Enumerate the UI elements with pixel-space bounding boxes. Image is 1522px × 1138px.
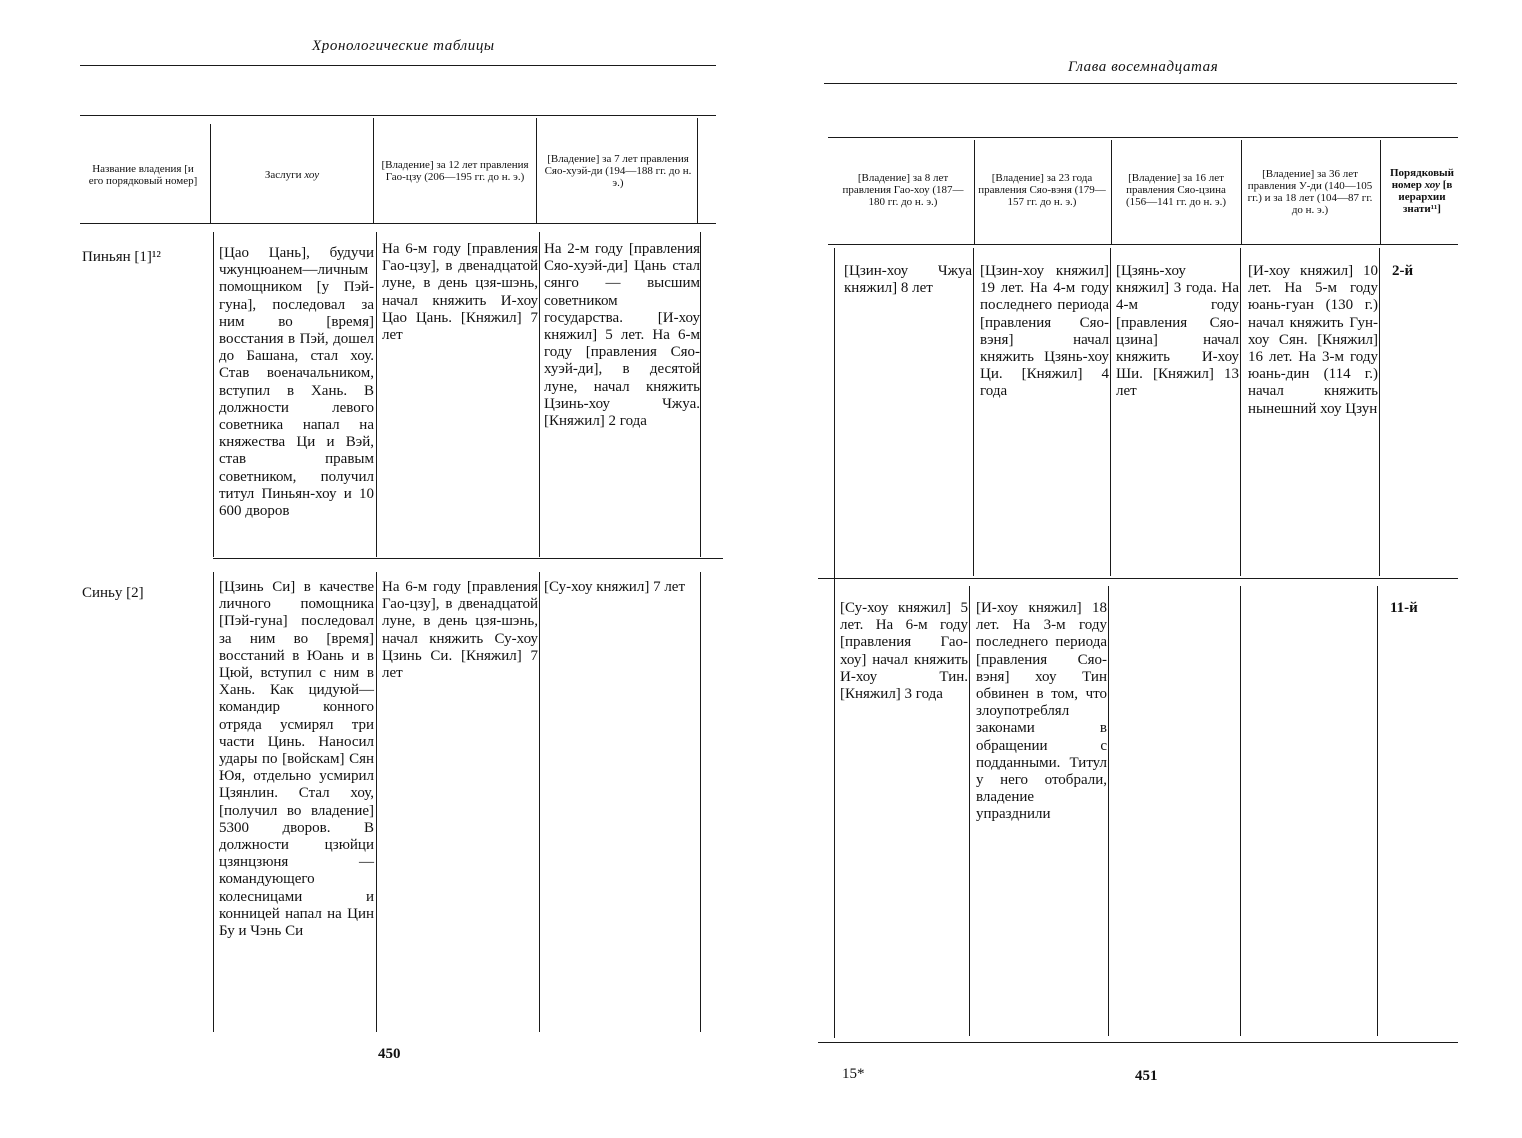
row-label-sinu: Синьу [2]: [82, 585, 144, 601]
left-page: [0, 0, 760, 1138]
header-cell-wudi: [Владение] за 36 лет правления У-ди (140—105 гг.) и за 18 лет (104—87 гг. до н. э.): [1247, 168, 1373, 216]
column-rule: [700, 572, 701, 1032]
header-cell-merits: [216, 132, 368, 218]
right-page: [760, 0, 1522, 1138]
cell-xiaowen-1: [Цзин-хоу княжил] 19 лет. На 4-м году последнего периода [правления Сяо-вэня] начал княжить Цзянь-хоу Ци. [Княжил] 4 года: [980, 263, 1109, 400]
header-divider: [1111, 140, 1112, 244]
cell-merits-2: [Цзинь Си] в качестве личного помощника [Пэй-гуна] последовал за ним во [время] восстаний в Юань и в Цюй, вступил с ним в Хань. Как цидуюй—командир конного отряда усмирял три части Цинь. Наносил удары по [войскам] Сян Юя, отдельно усмирил Цзянлин. Стал хоу, [получил во владение] 5300 дворов. В должности цзюйци цзянцзюня — командующего колесницами и конницей напал на Цин Бу и Чэнь Си: [219, 579, 374, 940]
header-divider: [373, 118, 374, 223]
header-merits-label: Заслуги хоу: [264, 169, 320, 181]
cell-merits-1: [Цао Цань], будучи чжунцюанем—личным помощником [у Пэй-гуна], последовал за ним во [время] восстания в Пэй, дошел до Башана, стал хоу. Став военачальником, вступил в Хань. В должности левого советника напал на княжества Ци и Вэй, став правым советником, получил титул Пиньян-хоу и 10 600 дворов: [219, 245, 374, 520]
cell-gaozu-1: На 6-м году [правления Гао-цзу], в двенадцатой луне, в день цзя-шэнь, начал княжить И-хоу Цао Цань. [Княжил] 7 лет: [382, 241, 538, 344]
head-rule: [824, 83, 1457, 84]
page-number-right: 451: [1135, 1068, 1158, 1084]
cell-wudi-1: [И-хоу княжил] 10 лет. На 5-м году юань-гуан (130 г.) начал княжить Гун-хоу Сян. [Княжил] 16 лет. На 3-м году юань-дин (114 г.) начал княжить нынешний хоу Цзун: [1248, 263, 1378, 417]
order-number-2: 11-й: [1390, 600, 1418, 616]
column-rule: [1110, 248, 1111, 576]
column-rule: [700, 232, 701, 557]
header-divider: [536, 118, 537, 223]
table-left-rule: [834, 248, 835, 1038]
cell-xiaohui-2: [Су-хоу княжил] 7 лет: [544, 579, 686, 595]
column-rule: [376, 232, 377, 557]
running-head-left: Хронологические таблицы: [312, 38, 495, 54]
cell-xiaojing-1: [Цзянь-хоу княжил] 3 года. На 4-м году [правления Сяо-цзина] начал княжить И-хоу Ши. [Княжил] 13 лет: [1116, 263, 1239, 400]
column-rule: [213, 232, 214, 557]
header-divider: [1380, 140, 1381, 244]
header-divider: [1241, 140, 1242, 244]
table-top-rule: [828, 137, 1458, 138]
table-top-rule: [80, 115, 716, 116]
column-rule: [1108, 586, 1109, 1036]
row-label-piniang: Пиньян [1]¹²: [82, 249, 161, 265]
column-rule: [973, 248, 974, 576]
running-head-right: Глава восемнадцатая: [1068, 59, 1219, 75]
cell-gaozu-2: На 6-м году [правления Гао-цзу], в двенадцатой луне, в день цзя-шэнь, начал княжить Су-хоу Цзинь Си. [Княжил] 7 лет: [382, 579, 538, 682]
header-cell-xiaojing: [Владение] за 16 лет правления Сяо-цзина (156—141 гг. до н. э.): [1125, 172, 1227, 208]
column-rule: [1379, 248, 1380, 576]
signature-mark: 15*: [842, 1066, 865, 1082]
cell-gaohou-1: [Цзин-хоу Чжуа княжил] 8 лет: [844, 263, 972, 297]
column-rule: [213, 572, 214, 1032]
column-rule: [1240, 248, 1241, 576]
head-rule: [80, 65, 716, 66]
row-divider: [818, 578, 1458, 579]
row-divider: [213, 558, 723, 559]
column-rule: [1240, 586, 1241, 1036]
header-divider: [974, 140, 975, 244]
header-divider: [697, 118, 698, 223]
column-rule: [969, 586, 970, 1036]
header-cell-gaohou: [Владение] за 8 лет правления Гао-хоу (187—180 гг. до н. э.): [842, 172, 964, 208]
cell-xiaowen-2: [И-хоу княжил] 18 лет. На 3-м году последнего периода [правления Сяо-вэня] хоу Тин обвинен в том, что злоупотреблял законами в обращении с подданными. Титул у него отобрали, владение упразднили: [976, 600, 1107, 823]
column-rule: [539, 572, 540, 1032]
cell-xiaohui-1: На 2-м году [правления Сяо-хуэй-ди] Цань стал сянго — высшим советником государства. [И-хоу княжил] 5 лет. На 6-м году [правления Сяо-хуэй-ди], в десятой луне, начал княжить Цзинь-хоу Чжуа. [Княжил] 2 года: [544, 241, 700, 430]
header-divider: [210, 124, 211, 224]
page-number-left: 450: [378, 1046, 401, 1062]
header-cell-xiaohui: [Владение] за 7 лет правления Сяо-хуэй-ди (194—188 гг. до н. э.): [544, 153, 692, 189]
header-bottom-rule: [80, 223, 716, 224]
column-rule: [539, 232, 540, 557]
header-cell-name: Название владения [и его порядковый номер]: [88, 163, 198, 187]
header-bottom-rule: [828, 244, 1458, 245]
cell-gaohou-2: [Су-хоу княжил] 5 лет. На 6-м году [правления Гао-хоу] начал княжить И-хоу Тин. [Княжил] 3 года: [840, 600, 968, 703]
header-cell-xiaowen: [Владение] за 23 года правления Сяо-вэня (179—157 гг. до н. э.): [978, 172, 1106, 208]
column-rule: [376, 572, 377, 1032]
header-order-label: Порядковый номер хоу [в иерархии знати¹¹]: [1390, 167, 1454, 215]
table-bottom-rule: [818, 1042, 1458, 1043]
header-cell-gaozu: [Владение] за 12 лет правления Гао-цзу (206—195 гг. до н. э.): [381, 159, 529, 183]
order-number-1: 2-й: [1392, 263, 1414, 279]
header-cell-order: [1384, 148, 1460, 234]
column-rule: [1377, 586, 1378, 1036]
